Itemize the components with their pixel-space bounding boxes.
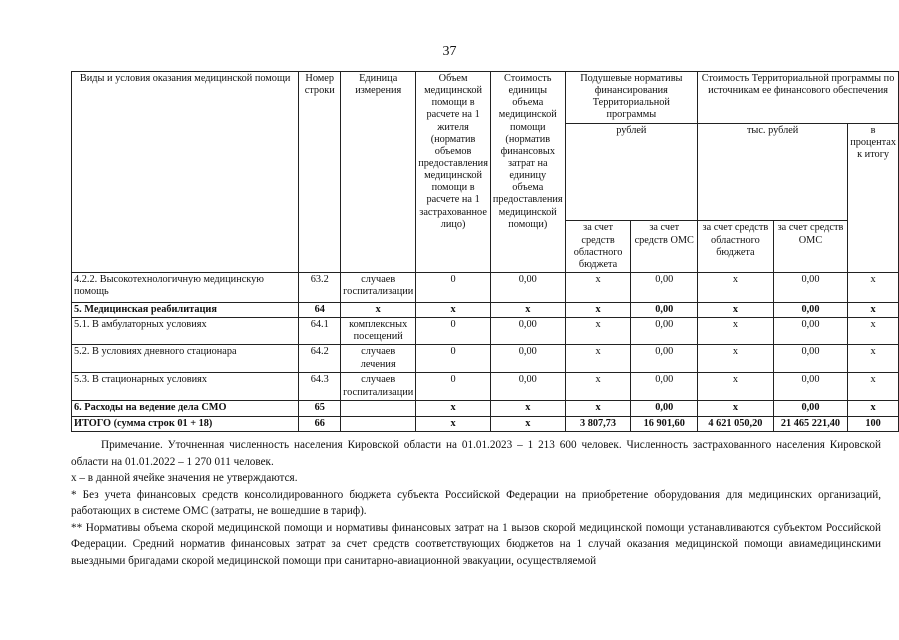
cell-cost: 0,00 bbox=[490, 318, 565, 345]
cell-cost: x bbox=[490, 416, 565, 431]
cell-unit: случаев лечения bbox=[341, 345, 416, 373]
cell-cost: x bbox=[490, 401, 565, 416]
cell-num: 64.1 bbox=[299, 318, 341, 345]
note-asterisk: * Без учета финансовых средств консолидированного бюджета субъекта Российской Федерации на приобретение оборудования для медицинских организаций, работающих в системе ОМС (затраты, не вошедшие в тариф). bbox=[71, 488, 881, 517]
cell-pct: x bbox=[848, 318, 899, 345]
header-cost: Стоимость единицы объема медицинской помощи (норматив финансовых затрат на единицу объема предоставления медицинской помощи) bbox=[490, 72, 565, 273]
header-units-thousand: тыс. рублей bbox=[698, 123, 848, 221]
cell-num: 64.3 bbox=[299, 373, 341, 401]
cell-vol: 0 bbox=[416, 345, 491, 373]
cell-so: 0,00 bbox=[773, 318, 847, 345]
cell-sb: x bbox=[698, 345, 774, 373]
cell-po: 0,00 bbox=[631, 273, 698, 303]
notes bbox=[71, 437, 881, 569]
cell-cost: 0,00 bbox=[490, 373, 565, 401]
table-row bbox=[72, 416, 899, 431]
cell-po: 0,00 bbox=[631, 401, 698, 416]
table-row bbox=[72, 373, 899, 401]
table-row bbox=[72, 401, 899, 416]
cell-po: 16 901,60 bbox=[631, 416, 698, 431]
cell-unit bbox=[341, 416, 416, 431]
cell-pb: x bbox=[565, 345, 631, 373]
cell-vol: x bbox=[416, 416, 491, 431]
header-percent: в процентах к итогу bbox=[848, 123, 899, 272]
header-sub-budget-2: за счет средств областного бюджета bbox=[698, 221, 774, 273]
cell-pb: 3 807,73 bbox=[565, 416, 631, 431]
cell-unit: комплексных посещений bbox=[341, 318, 416, 345]
cell-pb: x bbox=[565, 303, 631, 318]
cell-pb: x bbox=[565, 373, 631, 401]
cell-po: 0,00 bbox=[631, 303, 698, 318]
cell-name: 4.2.2. Высокотехнологичную медицинскую помощь bbox=[72, 273, 299, 303]
header-sub-oms-2: за счет средств ОМС bbox=[773, 221, 847, 273]
cell-vol: x bbox=[416, 401, 491, 416]
header-program-cost: Стоимость Территориальной программы по источникам ее финансового обеспечения bbox=[698, 72, 899, 124]
cell-unit: случаев госпитализации bbox=[341, 273, 416, 303]
cell-cost: x bbox=[490, 303, 565, 318]
cell-so: 0,00 bbox=[773, 345, 847, 373]
header-row-number: Номер строки bbox=[299, 72, 341, 273]
cell-name: ИТОГО (сумма строк 01 + 18) bbox=[72, 416, 299, 431]
cell-vol: 0 bbox=[416, 273, 491, 303]
note-double-asterisk: ** Нормативы объема скорой медицинской помощи и нормативы финансовых затрат на 1 вызов скорой медицинской помощи устанавливаются субъектом Российской Федерации. Средний норматив финансовых затрат за счет средств соответствующих бюджетов на 1 случай оказания медицинской помощи авиамедицинскими выездными бригадами скорой медицинской помощи при санитарно-авиационной эвакуации, осуществляемой bbox=[71, 521, 881, 567]
cell-vol: 0 bbox=[416, 318, 491, 345]
cell-name: 5.1. В амбулаторных условиях bbox=[72, 318, 299, 345]
cell-pb: x bbox=[565, 401, 631, 416]
cell-so: 0,00 bbox=[773, 303, 847, 318]
cell-name: 5.3. В стационарных условиях bbox=[72, 373, 299, 401]
cell-po: 0,00 bbox=[631, 318, 698, 345]
cell-name: 5. Медицинская реабилитация bbox=[72, 303, 299, 318]
table-row bbox=[72, 345, 899, 373]
header-kinds: Виды и условия оказания медицинской помощи bbox=[72, 72, 299, 273]
cell-pct: x bbox=[848, 345, 899, 373]
financing-table bbox=[71, 71, 899, 432]
header-units-rub: рублей bbox=[565, 123, 697, 221]
page-number: 37 bbox=[442, 44, 457, 59]
cell-cost: 0,00 bbox=[490, 345, 565, 373]
cell-pb: x bbox=[565, 273, 631, 303]
cell-so: 0,00 bbox=[773, 401, 847, 416]
header-unit: Единица измерения bbox=[341, 72, 416, 273]
cell-pct: x bbox=[848, 401, 899, 416]
table-row bbox=[72, 273, 899, 303]
cell-cost: 0,00 bbox=[490, 273, 565, 303]
cell-so: 21 465 221,40 bbox=[773, 416, 847, 431]
cell-po: 0,00 bbox=[631, 345, 698, 373]
cell-pct: x bbox=[848, 303, 899, 318]
cell-num: 63.2 bbox=[299, 273, 341, 303]
header-sub-budget: за счет средств областного бюджета bbox=[565, 221, 631, 273]
cell-sb: x bbox=[698, 401, 774, 416]
cell-num: 64.2 bbox=[299, 345, 341, 373]
header-sub-oms: за счет средств ОМС bbox=[631, 221, 698, 273]
table-header bbox=[72, 72, 899, 273]
note-x: x – в данной ячейке значения не утверждаются. bbox=[71, 472, 298, 484]
table-body bbox=[72, 273, 899, 432]
cell-sb: x bbox=[698, 373, 774, 401]
cell-so: 0,00 bbox=[773, 373, 847, 401]
cell-pct: x bbox=[848, 373, 899, 401]
cell-name: 6. Расходы на ведение дела СМО bbox=[72, 401, 299, 416]
cell-num: 66 bbox=[299, 416, 341, 431]
cell-pct: x bbox=[848, 273, 899, 303]
cell-num: 64 bbox=[299, 303, 341, 318]
cell-sb: x bbox=[698, 273, 774, 303]
cell-so: 0,00 bbox=[773, 273, 847, 303]
table-row bbox=[72, 303, 899, 318]
cell-unit bbox=[341, 401, 416, 416]
table-row bbox=[72, 318, 899, 345]
cell-pct: 100 bbox=[848, 416, 899, 431]
cell-num: 65 bbox=[299, 401, 341, 416]
note-population: Примечание. Уточненная численность населения Кировской области на 01.01.2023 – 1 213 600 человек. Численность застрахованного населения Кировской области на 01.01.2022 – 1 270 011 человек. bbox=[71, 439, 881, 468]
cell-sb: 4 621 050,20 bbox=[698, 416, 774, 431]
header-volume: Объем медицинской помощи в расчете на 1 жителя (норматив объемов предоставления медицинской помощи в расчете на 1 застрахованное лицо) bbox=[416, 72, 491, 273]
cell-unit: случаев госпитализации bbox=[341, 373, 416, 401]
cell-vol: 0 bbox=[416, 373, 491, 401]
header-per-capita: Подушевые нормативы финансирования Территориальной программы bbox=[565, 72, 697, 124]
cell-unit: x bbox=[341, 303, 416, 318]
cell-sb: x bbox=[698, 318, 774, 345]
cell-vol: x bbox=[416, 303, 491, 318]
cell-sb: x bbox=[698, 303, 774, 318]
cell-name: 5.2. В условиях дневного стационара bbox=[72, 345, 299, 373]
cell-po: 0,00 bbox=[631, 373, 698, 401]
cell-pb: x bbox=[565, 318, 631, 345]
